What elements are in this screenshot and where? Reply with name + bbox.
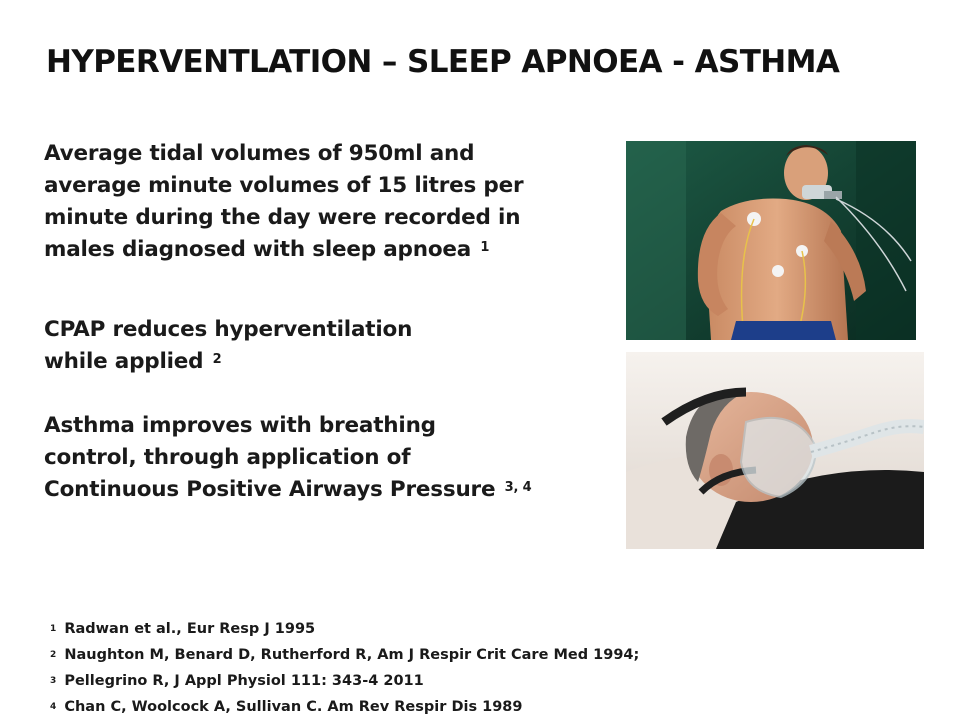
citation-superscript: 1: [480, 240, 490, 255]
slide-title: HYPERVENTLATION – SLEEP APNOEA - ASTHMA: [46, 44, 840, 80]
reference-number: 4: [50, 702, 57, 712]
reference-item: [50, 694, 770, 720]
reference-number: 2: [50, 650, 57, 660]
references-list: [50, 616, 770, 720]
paragraph-line: average minute volumes of 15 litres per: [44, 173, 524, 198]
paragraph-line: Average tidal volumes of 950ml and: [44, 141, 475, 166]
paragraph-sleep-apnoea: [44, 138, 624, 266]
paragraph-asthma: [44, 410, 624, 506]
reference-item: [50, 668, 770, 694]
paragraph-line: minute during the day were recorded in: [44, 205, 521, 230]
reference-number: 3: [50, 676, 57, 686]
paragraph-line: Continuous Positive Airways Pressure: [44, 477, 496, 502]
paragraph-line: males diagnosed with sleep apnoea: [44, 237, 472, 262]
paragraph-cpap: [44, 314, 564, 378]
exercise-test-illustration: [626, 141, 916, 340]
reference-text: Naughton M, Benard D, Rutherford R, Am J Respir Crit Care Med 1994;: [64, 647, 640, 663]
reference-text: Pellegrino R, J Appl Physiol 111: 343-4 2011: [64, 673, 424, 689]
reference-text: Chan C, Woolcock A, Sullivan C. Am Rev Respir Dis 1989: [64, 699, 523, 715]
reference-number: 1: [50, 624, 57, 634]
paragraph-line: control, through application of: [44, 445, 411, 470]
citation-superscript: 3, 4: [504, 480, 532, 495]
exercise-test-photo: [626, 141, 916, 340]
paragraph-line: CPAP reduces hyperventilation: [44, 317, 413, 342]
cpap-sleep-photo: [626, 352, 924, 549]
cpap-sleep-illustration: [626, 352, 924, 549]
reference-item: [50, 616, 770, 642]
reference-item: [50, 642, 770, 668]
paragraph-line: while applied: [44, 349, 204, 374]
reference-text: Radwan et al., Eur Resp J 1995: [64, 621, 316, 637]
citation-superscript: 2: [212, 352, 222, 367]
paragraph-line: Asthma improves with breathing: [44, 413, 436, 438]
